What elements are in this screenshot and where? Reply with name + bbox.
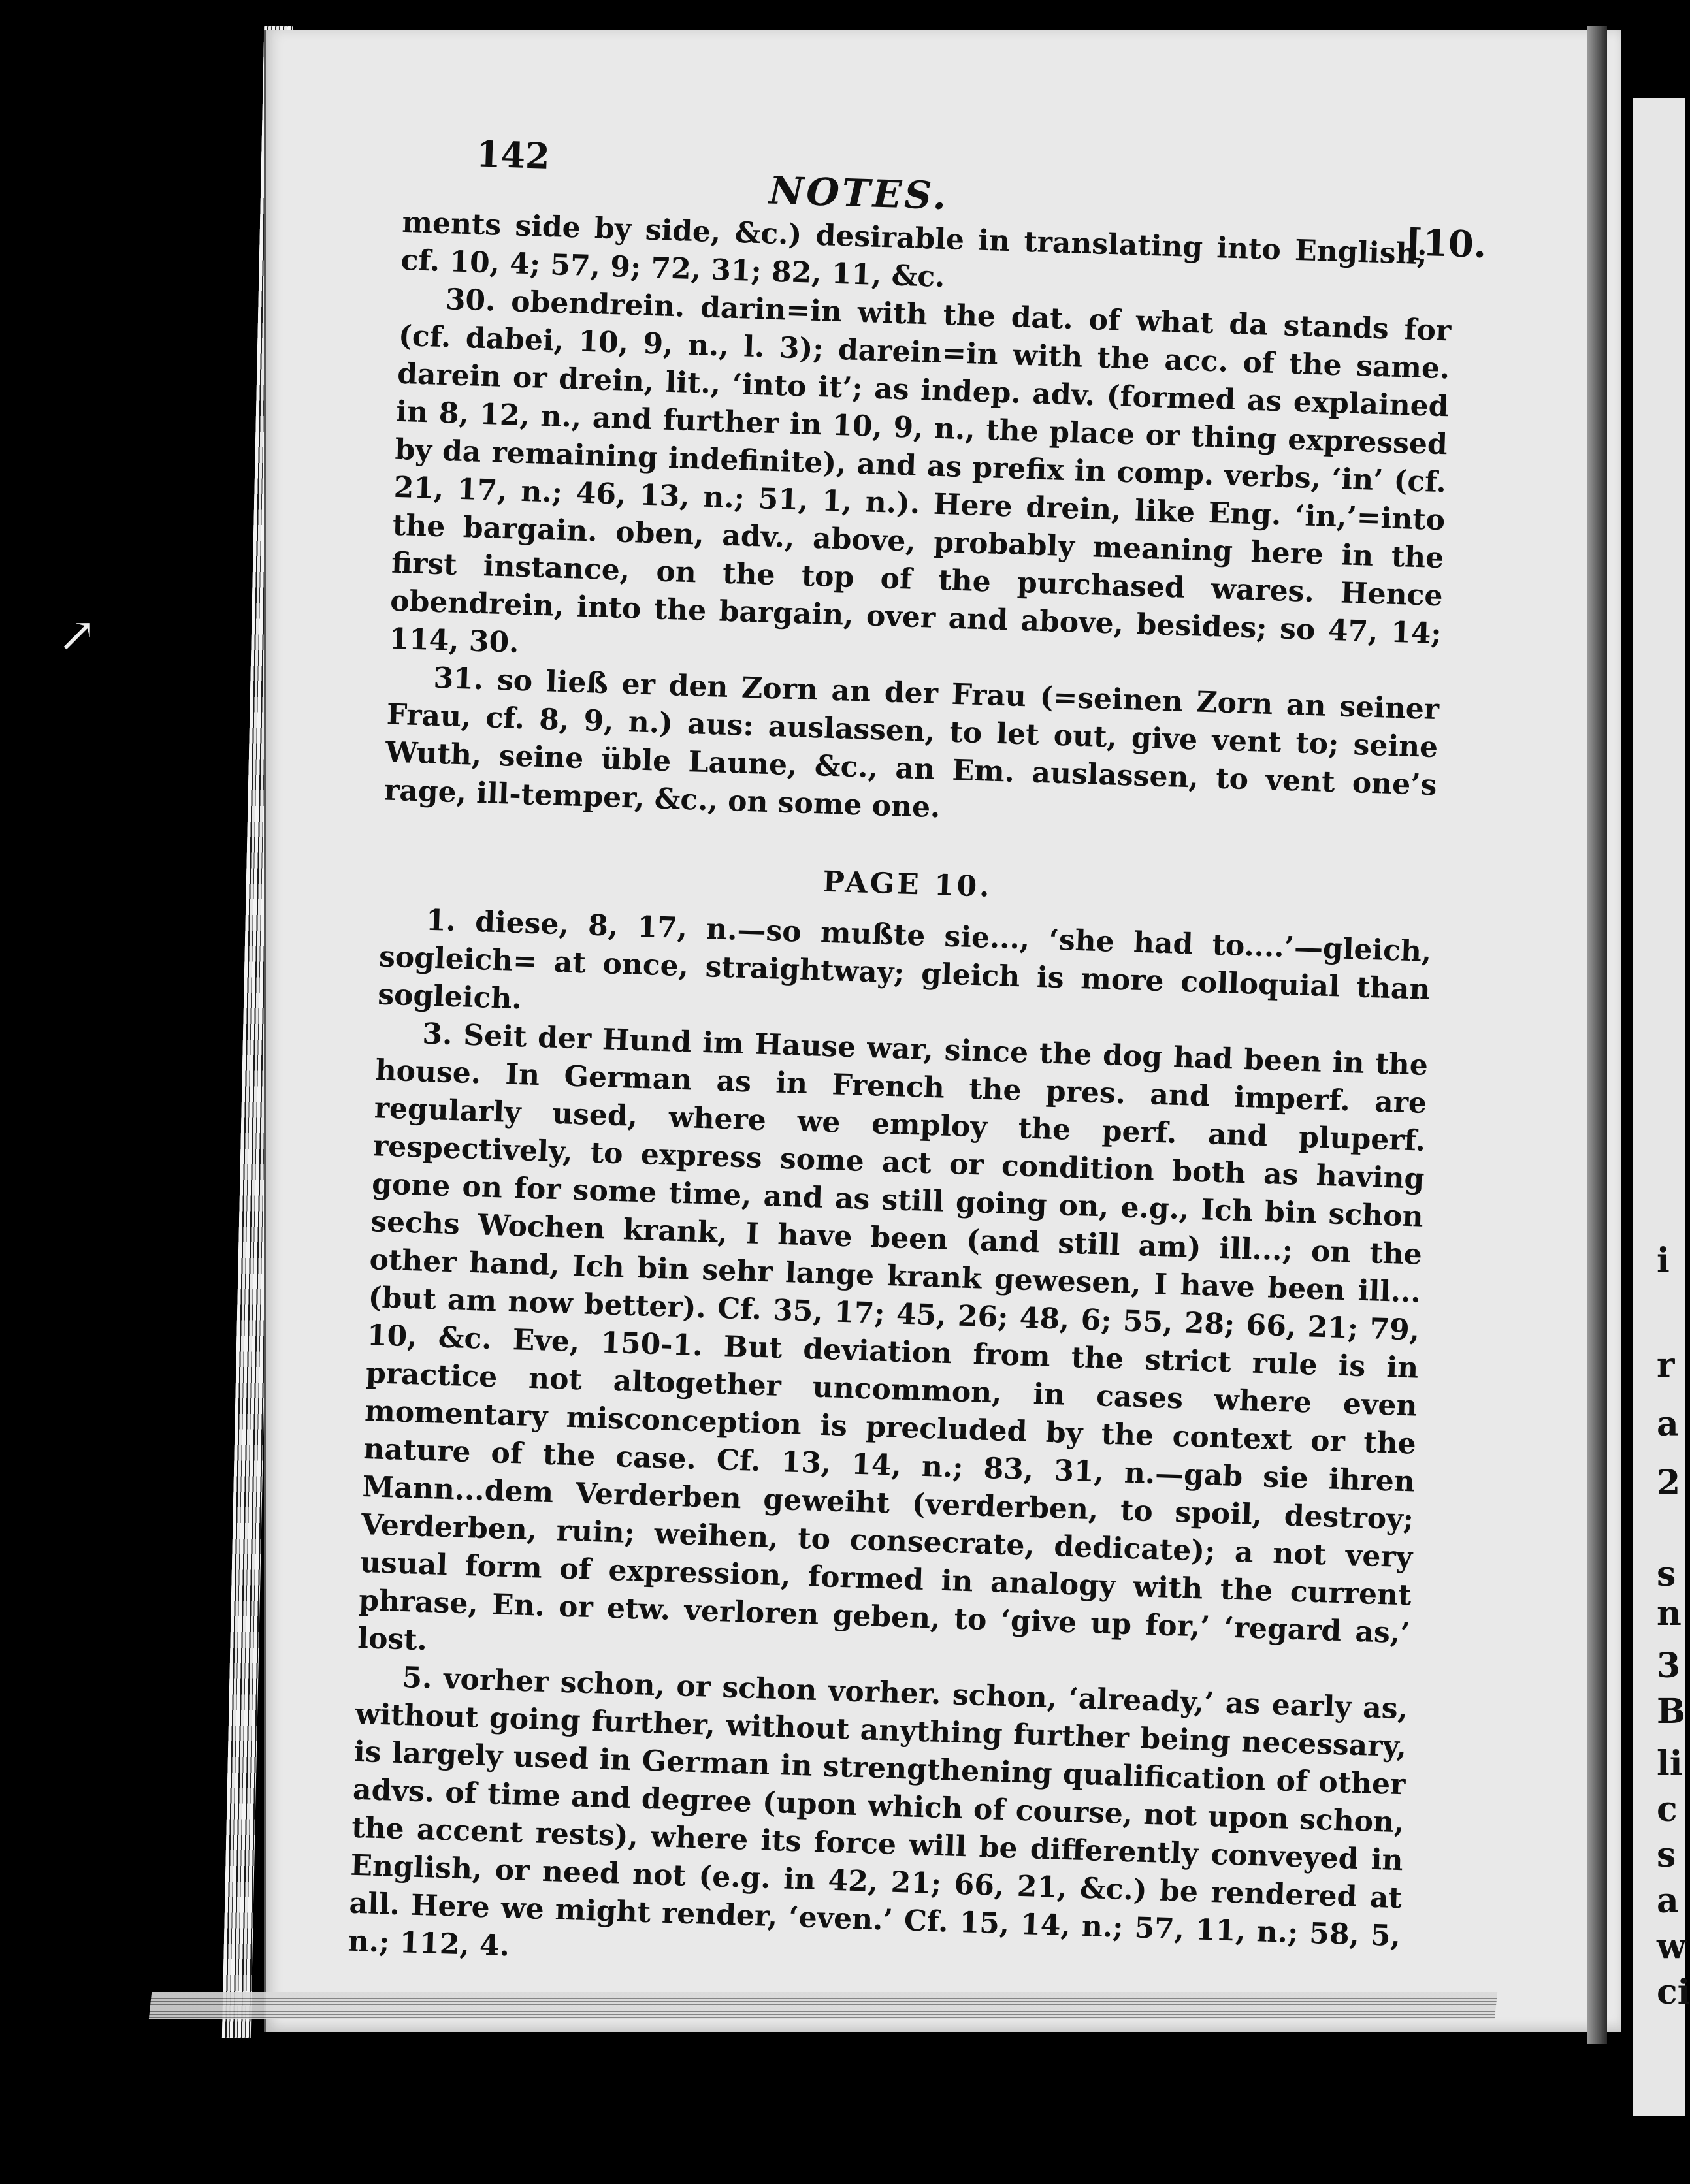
facing-page-fragment: i: [1657, 1241, 1670, 1281]
facing-page-fragment: a: [1657, 1404, 1679, 1444]
note-30: 30. obendrein. darin=in with the dat. of what da stands for (cf. dabei, 10, 9, n., l. 3); darein=in with the acc. of the same. darein or drein, lit., ‘into it’; as indep. adv. (formed as explained in 8, 12, n., and further in 10, 9, n., the place or thing expressed by da remaining indefinite), and as prefix in comp. verbs, ‘in’ (cf. 21, 17, n.; 46, 13, n.; 51, 1, n.). Here drein, like Eng. ‘in,’=into the bargain. oben, adv., above, probably meaning here in the first instance, on the top of the purchased wares. Hence obendrein, into the bargain, over and above, besides; so 47, 14; 114, 30.: [388, 283, 1452, 660]
facing-page-fragment: a: [1657, 1881, 1679, 1921]
running-title: NOTES.: [768, 168, 950, 219]
note-3: 3. Seit der Hund im Hause war, since the dog had been in the house. In German as in French the pres. and imperf. are regularly used, where we employ the perf. and pluperf. respectively, to express some act or condition both as having gone on for some time, and as still going on, e.g., Ich bin schon sechs Wochen krank, I have been (and still am) ill...; on the other hand, Ich bin sehr lange krank gewesen, I have been ill...(but am now better). Cf. 35, 17; 45, 26; 48, 6; 55, 28; 66, 21; 79, 10, &c. Eve, 150-1. But deviation from the strict rule is in practice not altogether uncommon, in cases where even momentary misconception is precluded by the context or the nature of the case. Cf. 13, 14, n.; 83, 31, n.—gab sie ihren Mann...dem Verderben geweiht (verderben, to spoil, destroy; Verderben, ruin; weihen, to consecrate, dedicate); a not very usual form of expression, formed in analogy with the current phrase, En. or etw. verloren geben, to ‘give up for,’ ‘regard as,’ lost.: [357, 1017, 1429, 1658]
margin-mark: ↗: [57, 607, 97, 662]
facing-page-fragment: w: [1657, 1927, 1686, 1967]
note-1: 1. diese, 8, 17, n.—so mußte sie..., ‘she had to....’—gleich, sogleich= at once, straightway; gleich is more colloquial than sogleich.: [377, 903, 1433, 1016]
facing-page-fragment: c: [1657, 1790, 1678, 1829]
facing-page-fragment: 3: [1657, 1646, 1681, 1686]
facing-page-fragment: B: [1657, 1692, 1685, 1731]
facing-page-fragment: s: [1657, 1835, 1676, 1875]
facing-page-fragment: r: [1657, 1345, 1675, 1385]
facing-page-fragment: s: [1657, 1554, 1676, 1594]
book-gutter: [1587, 26, 1607, 2044]
note-5: 5. vorher schon, or schon vorher. schon, ‘already,’ as early as, without going further, without anything further being necessary, is largely used in German in strengthening qualification of other advs. of time and degree (upon which of course, not upon schon, the accent rests), where its force will be differently conveyed in English, or need not (e.g. in 42, 21; 66, 21, &c.) be rendered at all. Here we might render, ‘even.’ Cf. 15, 14, n.; 57, 11, n.; 58, 5, n.; 112, 4.: [348, 1661, 1408, 1963]
facing-page-fragment: li: [1657, 1744, 1683, 1784]
facing-page: [1633, 98, 1690, 2116]
page-number: 142: [475, 133, 551, 177]
page-stack-bottom: [149, 1992, 1497, 2019]
facing-page-fragment: n: [1657, 1594, 1682, 1633]
section-mark: [10.: [1405, 221, 1487, 267]
facing-page-fragment: 2: [1657, 1463, 1681, 1503]
note-continuation: ments side by side, &c.) desirable in translating into English; cf. 10, 4; 57, 9; 72, 31; 82, 11, &c.: [400, 205, 1428, 295]
section-heading: PAGE 10.: [822, 865, 993, 904]
note-31: 31. so ließ er den Zorn an der Frau (=seinen Zorn an seiner Frau, cf. 8, 9, n.) aus: auslassen, to let out, give vent to; seine Wuth, seine üble Laune, &c., an Em. auslassen, to vent one’s rage, ill-temper, &c., on some one.: [383, 661, 1440, 825]
page-text: [348, 131, 1487, 1993]
facing-page-fragment: ci: [1657, 1972, 1690, 2012]
